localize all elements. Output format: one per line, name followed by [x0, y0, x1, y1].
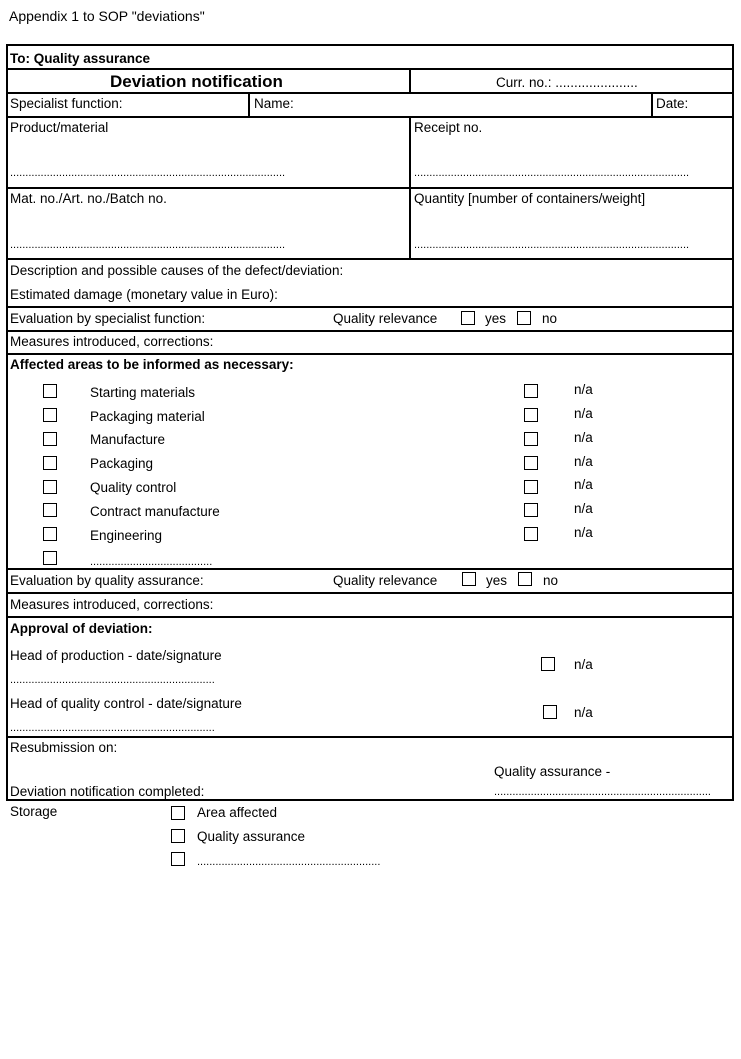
name-field[interactable]: Name:: [254, 96, 294, 111]
receipt-no-field[interactable]: Receipt no.: [414, 120, 483, 135]
area-checkbox[interactable]: [43, 503, 57, 517]
rule: [6, 92, 734, 94]
area-na-label: n/a: [574, 430, 593, 445]
storage-qa-label: Quality assurance: [197, 829, 306, 844]
rule: [6, 353, 734, 355]
qa-relevance-yes-checkbox[interactable]: [462, 572, 476, 586]
divider: [651, 92, 653, 116]
head-qc-na-label: n/a: [574, 705, 593, 720]
area-na-checkbox[interactable]: [524, 503, 538, 517]
area-na-checkbox[interactable]: [524, 432, 538, 446]
rule: [6, 568, 734, 570]
area-checkbox[interactable]: [43, 408, 57, 422]
appendix-title: Appendix 1 to SOP "deviations": [9, 8, 205, 24]
storage-area-affected-checkbox[interactable]: [171, 806, 185, 820]
head-qc-na-checkbox[interactable]: [543, 705, 557, 719]
head-qc-label: Head of quality control - date/signature: [10, 696, 242, 711]
rule: [6, 330, 734, 332]
curr-no-field[interactable]: Curr. no.: ......................: [496, 75, 638, 90]
date-field[interactable]: Date:: [656, 96, 689, 111]
rule: [6, 736, 734, 738]
area-label: Starting materials: [90, 385, 196, 400]
area-na-label: n/a: [574, 454, 593, 469]
divider: [409, 68, 411, 92]
area-na-label: n/a: [574, 406, 593, 421]
specialist-function-label[interactable]: Specialist function:: [10, 96, 123, 111]
rule: [6, 306, 734, 308]
measures-field[interactable]: Measures introduced, corrections:: [10, 334, 214, 349]
qa-no-label: no: [543, 573, 559, 588]
rule: [6, 258, 734, 260]
rule: [6, 616, 734, 618]
area-na-checkbox[interactable]: [524, 456, 538, 470]
area-label: Quality control: [90, 480, 177, 495]
head-production-label: Head of production - date/signature: [10, 648, 222, 663]
area-na-label: n/a: [574, 501, 593, 516]
head-production-na-checkbox[interactable]: [541, 657, 555, 671]
area-na-label: n/a: [574, 382, 593, 397]
affected-areas-heading: Affected areas to be informed as necessary:: [10, 357, 294, 372]
area-na-checkbox[interactable]: [524, 384, 538, 398]
mat-no-dots: ..........................................................................................: [10, 239, 286, 251]
area-checkbox[interactable]: [43, 384, 57, 398]
divider: [248, 92, 250, 116]
no-label: no: [542, 311, 558, 326]
rule: [6, 187, 734, 189]
measures-qa-field[interactable]: Measures introduced, corrections:: [10, 597, 214, 612]
area-other-dots[interactable]: ........................................: [90, 556, 213, 568]
quantity-dots: ..........................................................................................: [414, 239, 690, 251]
rule: [6, 592, 734, 594]
receipt-no-dots: ..........................................................................................: [414, 167, 690, 179]
area-checkbox[interactable]: [43, 480, 57, 494]
storage-other-checkbox[interactable]: [171, 852, 185, 866]
product-material-dots: ..........................................................................................: [10, 167, 286, 179]
storage-qa-checkbox[interactable]: [171, 829, 185, 843]
qa-relevance-no-checkbox[interactable]: [518, 572, 532, 586]
area-na-checkbox[interactable]: [524, 527, 538, 541]
storage-label: Storage: [10, 804, 58, 819]
area-label: Packaging material: [90, 409, 205, 424]
area-na-checkbox[interactable]: [524, 408, 538, 422]
area-checkbox[interactable]: [43, 456, 57, 470]
area-na-checkbox[interactable]: [524, 480, 538, 494]
storage-area-affected-label: Area affected: [197, 805, 278, 820]
frame-right: [732, 44, 734, 800]
area-na-label: n/a: [574, 477, 593, 492]
quality-relevance-yes-checkbox[interactable]: [461, 311, 475, 325]
eval-qa-label: Evaluation by quality assurance:: [10, 573, 204, 588]
storage-other-dots[interactable]: ............................................................: [197, 856, 381, 868]
quality-relevance-label: Quality relevance: [333, 311, 438, 326]
area-label: Packaging: [90, 456, 154, 471]
head-production-na-label: n/a: [574, 657, 593, 672]
product-material-field[interactable]: Product/material: [10, 120, 109, 135]
divider: [409, 116, 411, 258]
description-field[interactable]: Description and possible causes of the defect/deviation:: [10, 263, 344, 278]
head-production-signature[interactable]: ...................................................................: [10, 674, 215, 686]
completed-signature[interactable]: .......................................................................: [494, 786, 711, 798]
quality-relevance-no-checkbox[interactable]: [517, 311, 531, 325]
frame-left: [6, 44, 8, 800]
mat-no-field[interactable]: Mat. no./Art. no./Batch no.: [10, 191, 167, 206]
qa-quality-relevance-label: Quality relevance: [333, 573, 438, 588]
area-label: Engineering: [90, 528, 163, 543]
quantity-field[interactable]: Quantity [number of containers/weight]: [414, 191, 646, 206]
area-label: Contract manufacture: [90, 504, 220, 519]
approval-heading: Approval of deviation:: [10, 621, 153, 636]
estimated-damage-field[interactable]: Estimated damage (monetary value in Euro):: [10, 287, 278, 302]
resubmission-field[interactable]: Resubmission on:: [10, 740, 118, 755]
area-checkbox[interactable]: [43, 527, 57, 541]
area-checkbox[interactable]: [43, 432, 57, 446]
to-label: To: Quality assurance: [10, 51, 151, 66]
area-other-checkbox[interactable]: [43, 551, 57, 565]
head-qc-signature[interactable]: ...................................................................: [10, 722, 215, 734]
yes-label: yes: [485, 311, 507, 326]
rule: [6, 799, 734, 801]
area-label: Manufacture: [90, 432, 166, 447]
rule: [6, 68, 734, 70]
rule: [6, 44, 734, 46]
qa-signature-label: Quality assurance -: [494, 764, 611, 779]
area-na-label: n/a: [574, 525, 593, 540]
completed-label: Deviation notification completed:: [10, 784, 205, 799]
qa-yes-label: yes: [486, 573, 508, 588]
eval-specialist-label: Evaluation by specialist function:: [10, 311, 206, 326]
form-title: Deviation notification: [110, 72, 283, 91]
rule: [6, 116, 734, 118]
